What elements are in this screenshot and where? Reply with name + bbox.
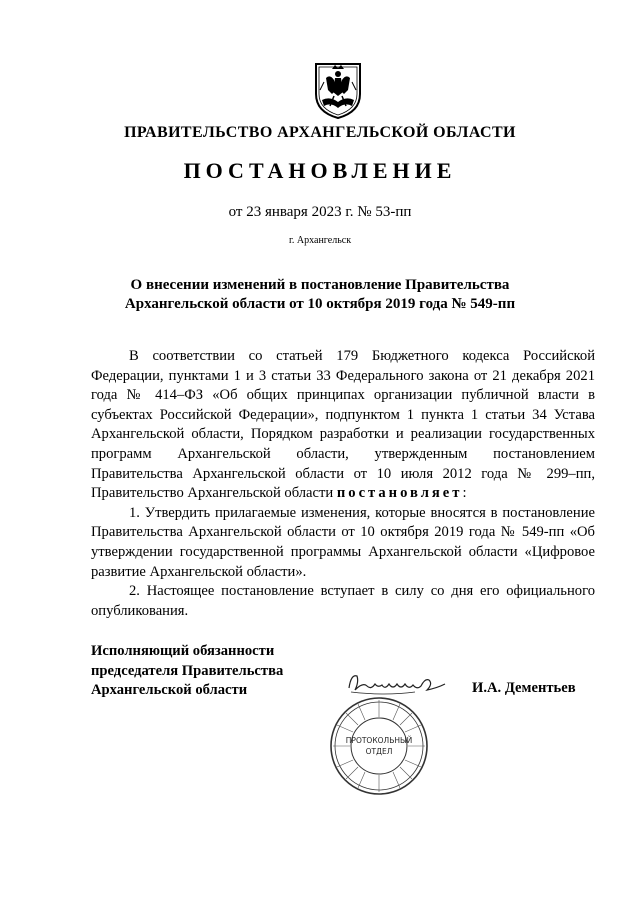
- preamble-text: В соответствии со статьей 179 Бюджетного кодекса Российской Федерации, пунктами 1 и 3 статьи 33 Федерального закона от 21 декабря 2021 года № 414–ФЗ «Об общих принципах организации публичной власти в субъектах Российской Федерации», подпунктом 1 пункта 1 статьи 34 Устава Архангельской области, Порядком разработки и реализации государственных программ Архангельской области, утвержденным постановлением Правительства Архангельской области от 10 июля 2012 года № 299–пп, Правительство Архангельской области: [91, 348, 595, 502]
- decides-word: постановляет: [336, 485, 463, 502]
- item-2-paragraph: 2. Настоящее постановление вступает в силу со дня его официального опубликования.: [91, 583, 595, 619]
- signatory-name: И.А. Дементьев: [472, 680, 576, 696]
- document-subject: [90, 276, 550, 314]
- position-line-3: Архангельской области: [91, 682, 248, 698]
- government-name: ПРАВИТЕЛЬСТВО АРХАНГЕЛЬСКОЙ ОБЛАСТИ: [124, 124, 516, 141]
- position-line-1: Исполняющий обязанности: [91, 643, 275, 659]
- coat-of-arms-emblem: [312, 60, 364, 120]
- signatory-position: [91, 642, 351, 701]
- document-date-number: от 23 января 2023 г. № 53-пп: [228, 204, 412, 220]
- decides-suffix: :: [462, 485, 467, 502]
- item-1-paragraph: 1. Утвердить прилагаемые изменения, которые вносятся в постановление Правительства Архангельской области от 10 октября 2019 года № 549-пп «Об утверждении государственной программы Архангельской области «Цифровое развитие Архангельской области».: [91, 504, 595, 580]
- stamp-center-line-1: ПРОТОКОЛЬНЫЙ: [345, 736, 413, 745]
- stamp-center-line-2: ОТДЕЛ: [365, 747, 393, 756]
- preamble-paragraph: [91, 347, 595, 504]
- document-type: ПОСТАНОВЛЕНИЕ: [183, 158, 457, 183]
- document-city: г. Архангельск: [288, 235, 352, 246]
- handwritten-signature: [345, 668, 450, 698]
- position-line-2: председателя Правительства: [91, 662, 284, 679]
- subject-line-1: О внесении изменений в постановление Правительства: [130, 277, 510, 293]
- official-seal-stamp: [328, 695, 430, 797]
- subject-line-2: Архангельской области от 10 октября 2019 года № 549-пп: [124, 296, 516, 312]
- document-body: [91, 347, 595, 621]
